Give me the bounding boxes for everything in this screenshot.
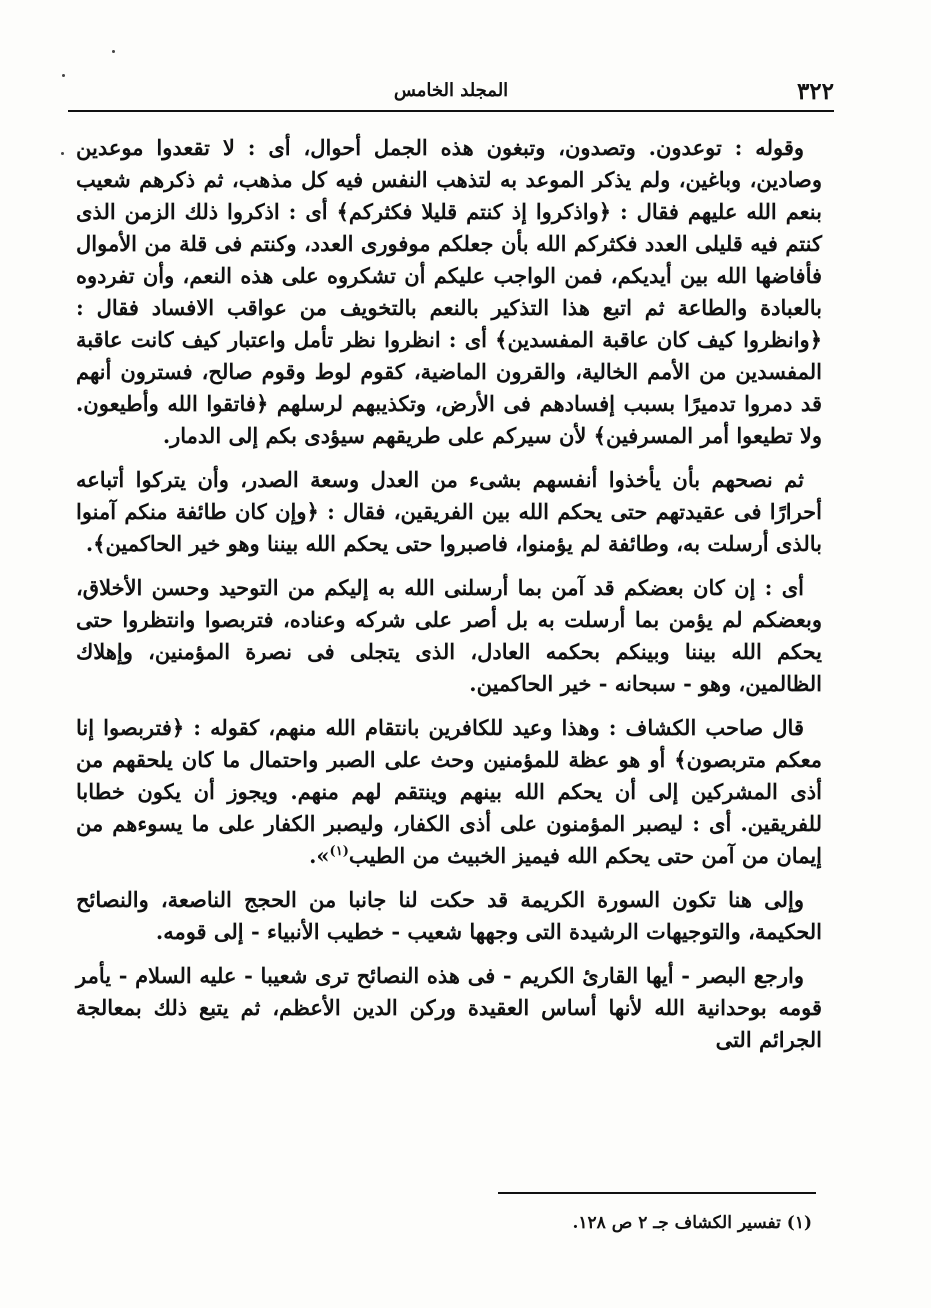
paragraph-6: وارجع البصر - أيها القارئ الكريم - فى هذه النصائح ترى شعيبا - عليه السلام - يأمر قومه بوحدانية الله لأنها أساس العقيدة وركن الدين الأعظم، ثم يتبع ذلك بمعالجة الجرائم التى (76, 963, 822, 1052)
page-number: ٣٢٢ (796, 78, 834, 105)
page-header (68, 74, 834, 110)
paragraph-4-text: قال صاحب الكشاف : وهذا وعيد للكافرين بانتقام الله منهم، كقوله : ﴿فتربصوا إنا معكم متربصون﴾ أو هو عظة للمؤمنين وحث على الصبر واحتمال ما كان يلحقهم من أذى المشركين إلى أن يحكم الله بينهم وينتقم لهم منهم. ويجوز أن يكون خطابا للفريقين. أى : ليصبر المؤمنون على أذى الكفار، وليصبر الكفار على ما يسوءهم من إيمان من آمن حتى يحكم الله فيميز الخبيث من الطيب (76, 715, 822, 868)
footnote: (١) تفسير الكشاف جـ ٢ ص ١٢٨. (572, 1213, 812, 1233)
header-divider (68, 110, 834, 112)
paragraph-4 (76, 712, 822, 872)
paragraph-3: أى : إن كان بعضكم قد آمن بما أرسلنى الله به إليكم من التوحيد وحسن الأخلاق، وبعضكم لم يؤمن بما أرسلت به بل أصر على شركه وعناده، فتربصوا وانتظروا حتى يحكم الله بيننا وبينكم بحكمه العادل، الذى يتجلى فى نصرة المؤمنين، وإهلاك الظالمين، وهو - سبحانه - خير الحاكمين. (76, 575, 822, 696)
paragraph-2: ثم نصحهم بأن يأخذوا أنفسهم بشىء من العدل وسعة الصدر، وأن يتركوا أتباعه أحرارًا فى عقيدتهم حتى يحكم الله بين الفريقين، فقال : ﴿وإن كان طائفة منكم آمنوا بالذى أرسلت به، وطائفة لم يؤمنوا، فاصبروا حتى يحكم الله بيننا وهو خير الحاكمين﴾. (76, 467, 822, 556)
scan-speck (61, 152, 64, 155)
main-text (76, 132, 822, 1068)
footnote-divider (498, 1192, 816, 1194)
footnote-reference: (١) (329, 844, 349, 859)
scan-speck (112, 50, 115, 53)
scan-speck (62, 74, 65, 77)
paragraph-5: وإلى هنا تكون السورة الكريمة قد حكت لنا جانبا من الحجج الناصعة، والنصائح الحكيمة، والتوجيهات الرشيدة التى وجهها شعيب - خطيب الأنبياء - إلى قومه. (76, 887, 822, 944)
closing-quote: ». (309, 843, 330, 868)
running-title: المجلد الخامس (393, 80, 509, 101)
paragraph-1: وقوله : توعدون. وتصدون، وتبغون هذه الجمل أحوال، أى : لا تقعدوا موعدين وصادين، وباغين، ولم يذكر الموعد به لتذهب النفس فيه كل مذهب، ثم ذكرهم شعيب بنعم الله عليهم فقال : ﴿واذكروا إذ كنتم قليلا فكثركم﴾ أى : اذكروا ذلك الزمن الذى كنتم فيه قليلى العدد فكثركم الله بأن جعلكم موفورى العدد، وكنتم فى قلة من الأموال فأفاضها الله بين أيديكم، فمن الواجب عليكم أن تشكروه على هذه النعم، وأن تفردوه بالعبادة والطاعة ثم اتبع هذا التذكير بالنعم بالتخويف من عواقب الافساد فقال : ﴿وانظروا كيف كان عاقبة المفسدين﴾ أى : انظروا نظر تأمل واعتبار كيف كانت عاقبة المفسدين من الأمم الخالية، والقرون الماضية، كقوم لوط وقوم صالح، فسترون أنهم قد دمروا تدميرًا بسبب إفسادهم فى الأرض، وتكذيبهم لرسلهم ﴿فاتقوا الله وأطيعون. ولا تطيعوا أمر المسرفين﴾ لأن سيركم على طريقهم سيؤدى بكم إلى الدمار. (76, 135, 822, 448)
